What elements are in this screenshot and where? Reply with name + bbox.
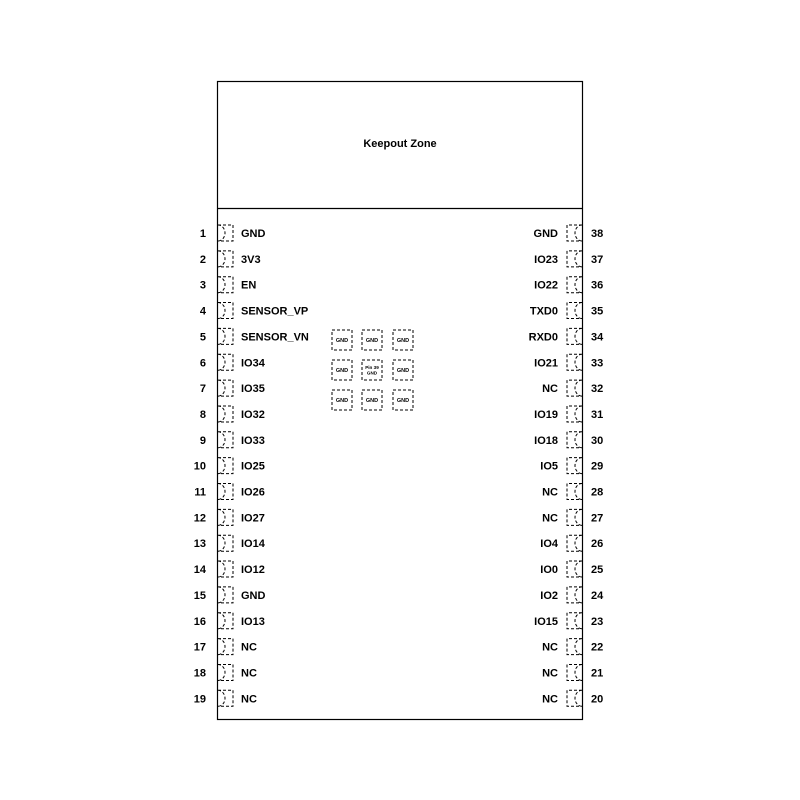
ground-pad-1 (332, 330, 352, 350)
left-pin-13 (194, 535, 266, 551)
ground-pad-4 (332, 360, 352, 380)
pin-label: IO34 (241, 357, 265, 370)
pad-label: GND (335, 398, 349, 404)
pin-label: NC (542, 486, 558, 499)
pin-number: 12 (193, 512, 206, 525)
pin-number: 34 (591, 331, 604, 344)
left-pin-16 (194, 613, 265, 629)
right-pin-column (529, 225, 604, 706)
left-pin-5 (200, 328, 309, 344)
pin-number: 33 (591, 357, 604, 370)
pin-label: NC (241, 693, 257, 706)
left-pin-2 (200, 251, 261, 267)
pin-number: 24 (591, 589, 604, 602)
right-pin-32 (542, 380, 603, 396)
pin-pad (567, 535, 582, 551)
pin-number: 13 (193, 538, 206, 551)
pin-pad (218, 587, 233, 603)
left-pin-10 (194, 458, 265, 474)
pin-pad (218, 303, 233, 319)
pin-pad (218, 432, 233, 448)
pin-pad (218, 509, 233, 525)
pin-number: 6 (199, 357, 206, 370)
pin-number: 15 (193, 589, 206, 602)
pin-label: NC (542, 383, 558, 396)
pin-label: IO35 (241, 383, 265, 396)
ground-pad-7 (332, 390, 352, 410)
pin-number: 11 (194, 486, 206, 499)
pin-pad (567, 613, 582, 629)
pin-label: NC (241, 667, 257, 680)
pin-label: SENSOR_VN (241, 331, 309, 344)
pin-pad (567, 380, 582, 396)
pin-number: 31 (591, 408, 604, 421)
pin-label: IO0 (540, 564, 558, 577)
pad-label-line: Pin 39 (365, 365, 379, 370)
pin-number: 4 (199, 305, 206, 318)
pin-pad (218, 225, 233, 241)
pin-label: IO18 (534, 434, 558, 447)
right-pin-22 (542, 639, 603, 655)
pin-label: IO23 (534, 253, 558, 266)
pin-pad (567, 432, 582, 448)
left-pin-19 (194, 690, 257, 706)
left-pin-6 (200, 354, 266, 370)
pin-number: 26 (591, 538, 604, 551)
pin-pad (218, 354, 233, 370)
pin-pad (567, 458, 582, 474)
pad-label: GND (396, 368, 410, 374)
left-pin-8 (200, 406, 265, 422)
pin-label: SENSOR_VP (241, 305, 309, 318)
right-pin-30 (534, 432, 603, 448)
pin-label: NC (542, 641, 558, 654)
pin-pad (567, 561, 582, 577)
pin-number: 29 (591, 460, 604, 473)
pin-pad (567, 328, 582, 344)
left-pin-11 (194, 484, 265, 500)
ground-pad-3 (393, 330, 413, 350)
ground-pad-2 (362, 330, 382, 350)
pin-number: 5 (199, 331, 206, 344)
pin-label: IO21 (534, 357, 558, 370)
pin-number: 25 (591, 564, 604, 577)
pin-pad (218, 690, 233, 706)
pin-number: 16 (193, 615, 206, 628)
left-pin-7 (200, 380, 265, 396)
pin-label: IO15 (534, 615, 558, 628)
pin-number: 38 (591, 228, 604, 240)
right-pin-25 (540, 561, 603, 577)
pad-label: GND (365, 398, 379, 404)
pin-number: 8 (199, 408, 206, 421)
pin-label: IO14 (241, 538, 265, 551)
pin-pad (218, 535, 233, 551)
pin-label: IO27 (241, 512, 265, 525)
pad-label: GND (365, 338, 379, 344)
left-pin-18 (194, 664, 257, 680)
pin-number: 23 (591, 615, 604, 628)
right-pin-24 (540, 587, 604, 603)
pin-label: NC (542, 512, 558, 525)
left-pin-3 (200, 277, 256, 293)
left-pin-column (194, 225, 309, 706)
pin-number: 37 (591, 253, 604, 266)
left-pin-14 (194, 561, 265, 577)
pin-label: IO19 (534, 408, 558, 421)
pin-pad (218, 561, 233, 577)
pin-number: 18 (193, 667, 206, 680)
pin-pad (218, 251, 233, 267)
pin-pad (567, 587, 582, 603)
right-pin-29 (540, 458, 603, 474)
ground-pad-6 (393, 360, 413, 380)
right-pin-28 (542, 484, 603, 500)
left-pin-4 (200, 303, 308, 319)
pin-number: 27 (591, 512, 604, 525)
pin-label: GND (241, 589, 266, 602)
pin-pad (218, 380, 233, 396)
pin-pad (218, 639, 233, 655)
center-ground-pads (332, 330, 413, 410)
left-pin-17 (194, 639, 257, 655)
pin-number: 36 (591, 279, 604, 292)
left-pin-9 (200, 432, 265, 448)
right-pin-36 (534, 277, 603, 293)
right-pin-23 (534, 613, 603, 629)
pin-label: TXD0 (529, 305, 558, 318)
pin-pad (567, 251, 582, 267)
pin-number: 19 (193, 693, 206, 706)
pin-pad (218, 328, 233, 344)
right-pin-20 (542, 690, 603, 706)
pin-label: IO4 (540, 538, 558, 551)
pin-pad (567, 639, 582, 655)
pin-pad (567, 664, 582, 680)
pad-label: GND (335, 368, 349, 374)
pin-number: 22 (591, 641, 604, 654)
pin-pad (567, 406, 582, 422)
pin-label: NC (542, 693, 558, 706)
right-pin-26 (540, 535, 603, 551)
right-pin-37 (534, 251, 603, 267)
pin-number: 35 (591, 305, 604, 318)
pin-label: IO12 (241, 564, 265, 577)
pin-number: 21 (591, 667, 604, 680)
pin-pad (567, 509, 582, 525)
pin-pad (567, 225, 582, 241)
pin-number: 2 (199, 253, 206, 266)
pin-pad (218, 664, 233, 680)
right-pin-27 (542, 509, 603, 525)
pin-number: 17 (193, 641, 206, 654)
pin-label: IO33 (241, 434, 265, 447)
keepout-zone-label: Keepout Zone (363, 138, 437, 150)
pin-pad (567, 354, 582, 370)
pin-label: NC (241, 641, 257, 654)
pin-label: IO22 (534, 279, 558, 292)
pad-label (365, 365, 379, 376)
pin-number: 28 (591, 486, 604, 499)
right-pin-21 (542, 664, 603, 680)
pin-number: 3 (199, 279, 206, 292)
pin-pad (567, 690, 582, 706)
pin-pad (218, 406, 233, 422)
pin-label: IO13 (241, 615, 265, 628)
pin-number: 9 (199, 434, 206, 447)
ground-pad-8 (362, 390, 382, 410)
pin-number: 7 (199, 383, 206, 396)
pin-label: 3V3 (241, 253, 261, 266)
pad-label: GND (396, 338, 410, 344)
pin-number: 30 (591, 434, 604, 447)
right-pin-35 (530, 303, 603, 319)
pin-number: 1 (199, 228, 206, 240)
pin-pad (218, 458, 233, 474)
right-pin-33 (534, 354, 603, 370)
pad-label: GND (396, 398, 410, 404)
pin-pad (218, 613, 233, 629)
pin-label: IO5 (540, 460, 558, 473)
pin-pad (567, 277, 582, 293)
ground-pad-5 (362, 360, 382, 380)
pin-number: 32 (591, 383, 604, 396)
pin-number: 14 (193, 564, 206, 577)
pad-label-line: GND (366, 370, 378, 376)
pin-pad (567, 484, 582, 500)
pin-label: EN (241, 279, 257, 292)
pin-label: NC (542, 667, 558, 680)
ground-pad-9 (393, 390, 413, 410)
pin-label: GND (241, 228, 266, 240)
pin-label: GND (533, 228, 558, 240)
left-pin-1 (200, 225, 266, 241)
pin-label: IO26 (241, 486, 265, 499)
pin-pad (218, 484, 233, 500)
pin-number: 20 (591, 693, 604, 706)
right-pin-34 (529, 328, 604, 344)
pin-label: IO2 (540, 589, 558, 602)
left-pin-15 (194, 587, 266, 603)
right-pin-31 (534, 406, 603, 422)
right-pin-38 (534, 225, 604, 241)
pin-label: IO32 (241, 408, 265, 421)
pin-label: RXD0 (528, 331, 558, 344)
pad-label: GND (335, 338, 349, 344)
pin-pad (567, 303, 582, 319)
pin-number: 10 (193, 460, 206, 473)
pin-label: IO25 (241, 460, 265, 473)
left-pin-12 (194, 509, 265, 525)
pin-pad (218, 277, 233, 293)
